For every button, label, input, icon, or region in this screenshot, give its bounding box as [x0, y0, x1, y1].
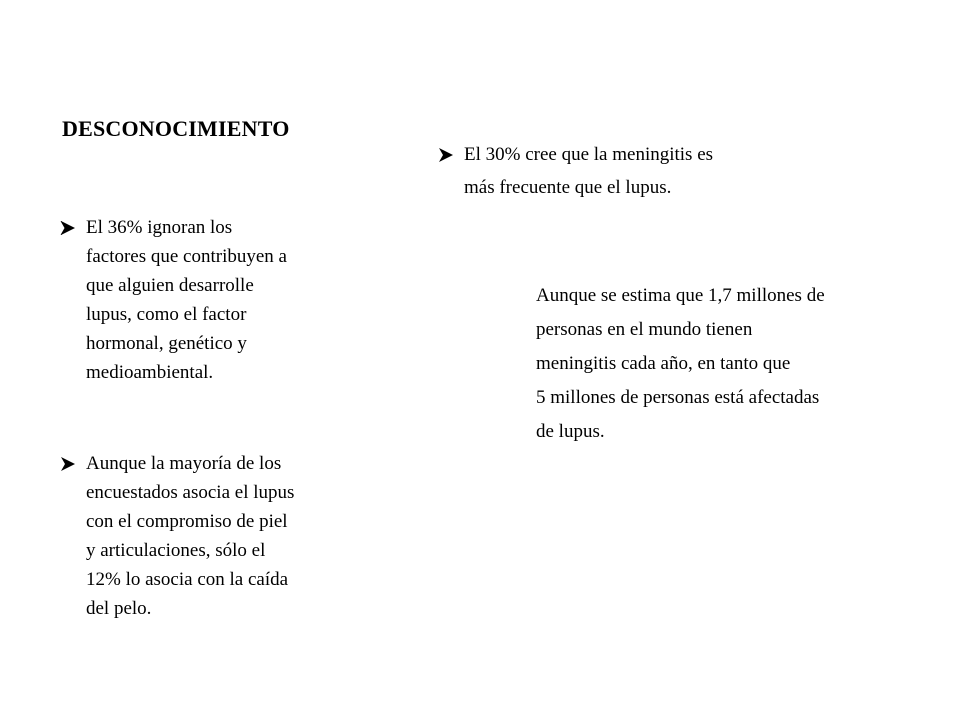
slide-title: DESCONOCIMIENTO	[62, 116, 290, 141]
arrow-bullet-icon	[60, 213, 86, 387]
statistics-paragraph: Aunque se estima que 1,7 millones de personas en el mundo tienen meningitis cada año, en tanto que 5 millones de personas está afectadas de lupus.	[536, 285, 825, 442]
bullet-item-ignorance-factors	[60, 213, 360, 387]
arrow-bullet-icon	[60, 449, 86, 623]
bullet-text: Aunque la mayoría de los encuestados asocia el lupus con el compromiso de piel y articulaciones, sólo el 12% lo asocia con la caída del pelo.	[86, 453, 295, 619]
bullet-text: El 30% cree que la meningitis es más frecuente que el lupus.	[464, 144, 714, 198]
bullet-text: El 36% ignoran los factores que contribuyen a que alguien desarrolle lupus, como el factor hormonal, genético y medioambiental.	[86, 217, 287, 383]
bullet-item-meningitis	[438, 138, 858, 204]
arrow-bullet-icon	[438, 138, 464, 204]
bullet-item-hair-loss	[60, 449, 370, 623]
